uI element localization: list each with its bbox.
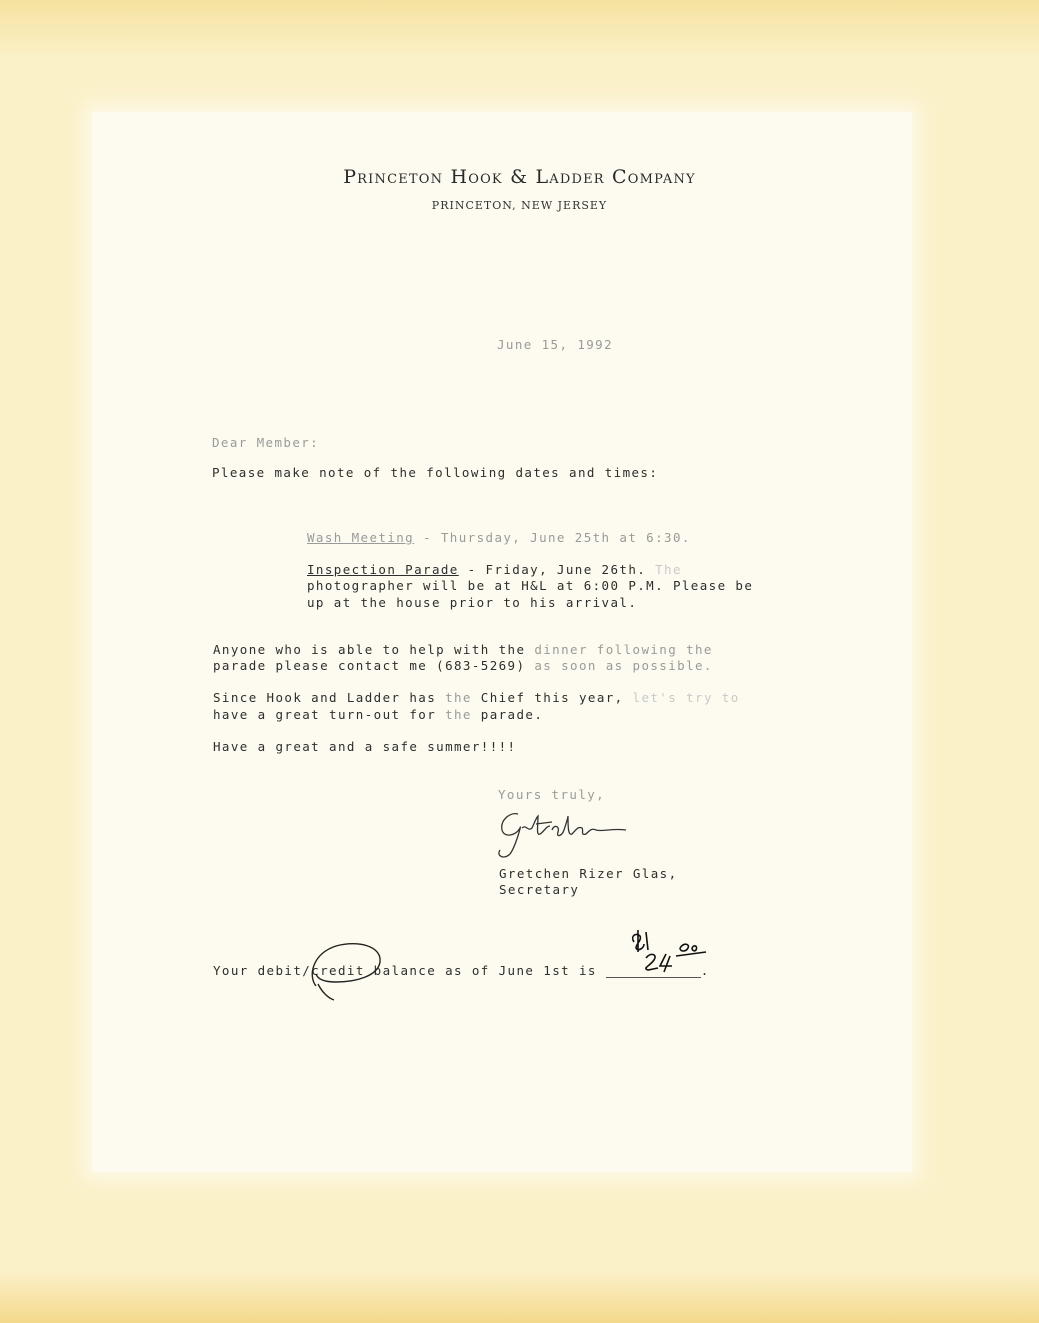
chief-line1-dark2: Chief this year, xyxy=(471,690,624,705)
chief-line1-dark: Since Hook and Ladder has xyxy=(213,690,437,705)
salutation: Dear Member: xyxy=(212,435,320,450)
parade-title: Inspection Parade xyxy=(307,562,459,577)
dinner-line1-faint: dinner following the xyxy=(525,642,713,657)
paper-edge-bottom xyxy=(0,1270,1039,1323)
paper-edge-top xyxy=(0,0,1039,60)
event-parade-line3: up at the house prior to his arrival. xyxy=(307,595,638,610)
closing-wish: Have a great and a safe summer!!!! xyxy=(213,739,517,754)
event-parade-line2: photographer will be at H&L at 6:00 P.M. Please be xyxy=(307,578,754,593)
signature-mark xyxy=(492,806,632,862)
circle-annotation xyxy=(306,938,386,1004)
balance-end: . xyxy=(700,963,710,978)
wash-details: - Thursday, June 25th at 6:30. xyxy=(414,530,691,545)
event-parade-line1 xyxy=(307,562,682,577)
chief-line1 xyxy=(213,690,740,705)
dinner-line2 xyxy=(213,658,713,673)
chief-line2-faint: the xyxy=(436,707,472,722)
parade-details: - Friday, June 26th. xyxy=(458,562,647,577)
dinner-line1-dark: Anyone who is able to help with the xyxy=(213,642,526,657)
balance-circled-word: credit xyxy=(311,963,365,978)
company-name: Princeton Hook & Ladder Company xyxy=(343,166,696,188)
signer-title: Secretary xyxy=(499,882,580,897)
handwritten-amount xyxy=(628,928,728,978)
chief-line2-dark: have a great turn-out for xyxy=(213,707,437,722)
dinner-line1 xyxy=(213,642,713,657)
closing: Yours truly, xyxy=(498,787,606,802)
chief-line2 xyxy=(213,707,543,722)
letterhead xyxy=(0,166,1039,188)
chief-line2-dark2: parade. xyxy=(471,707,544,722)
chief-line1-faint1: the xyxy=(436,690,472,705)
parade-details-faint: The xyxy=(646,562,682,577)
event-wash-meeting xyxy=(307,530,691,545)
company-location: PRINCETON, NEW JERSEY xyxy=(431,199,608,212)
dinner-line2-faint: as soon as possible. xyxy=(525,658,713,673)
balance-prefix: Your debit/ xyxy=(213,963,312,978)
letter-date: June 15, 1992 xyxy=(497,337,614,352)
signer-name: Gretchen Rizer Glas, xyxy=(499,866,678,881)
wash-title: Wash Meeting xyxy=(307,530,415,545)
balance-suffix: balance as of June 1st is xyxy=(364,963,597,978)
dinner-line2-dark: parade please contact me (683-5269) xyxy=(213,658,526,673)
intro-text: Please make note of the following dates and times: xyxy=(212,465,659,480)
chief-line1-faint2: let's try to xyxy=(623,690,740,705)
